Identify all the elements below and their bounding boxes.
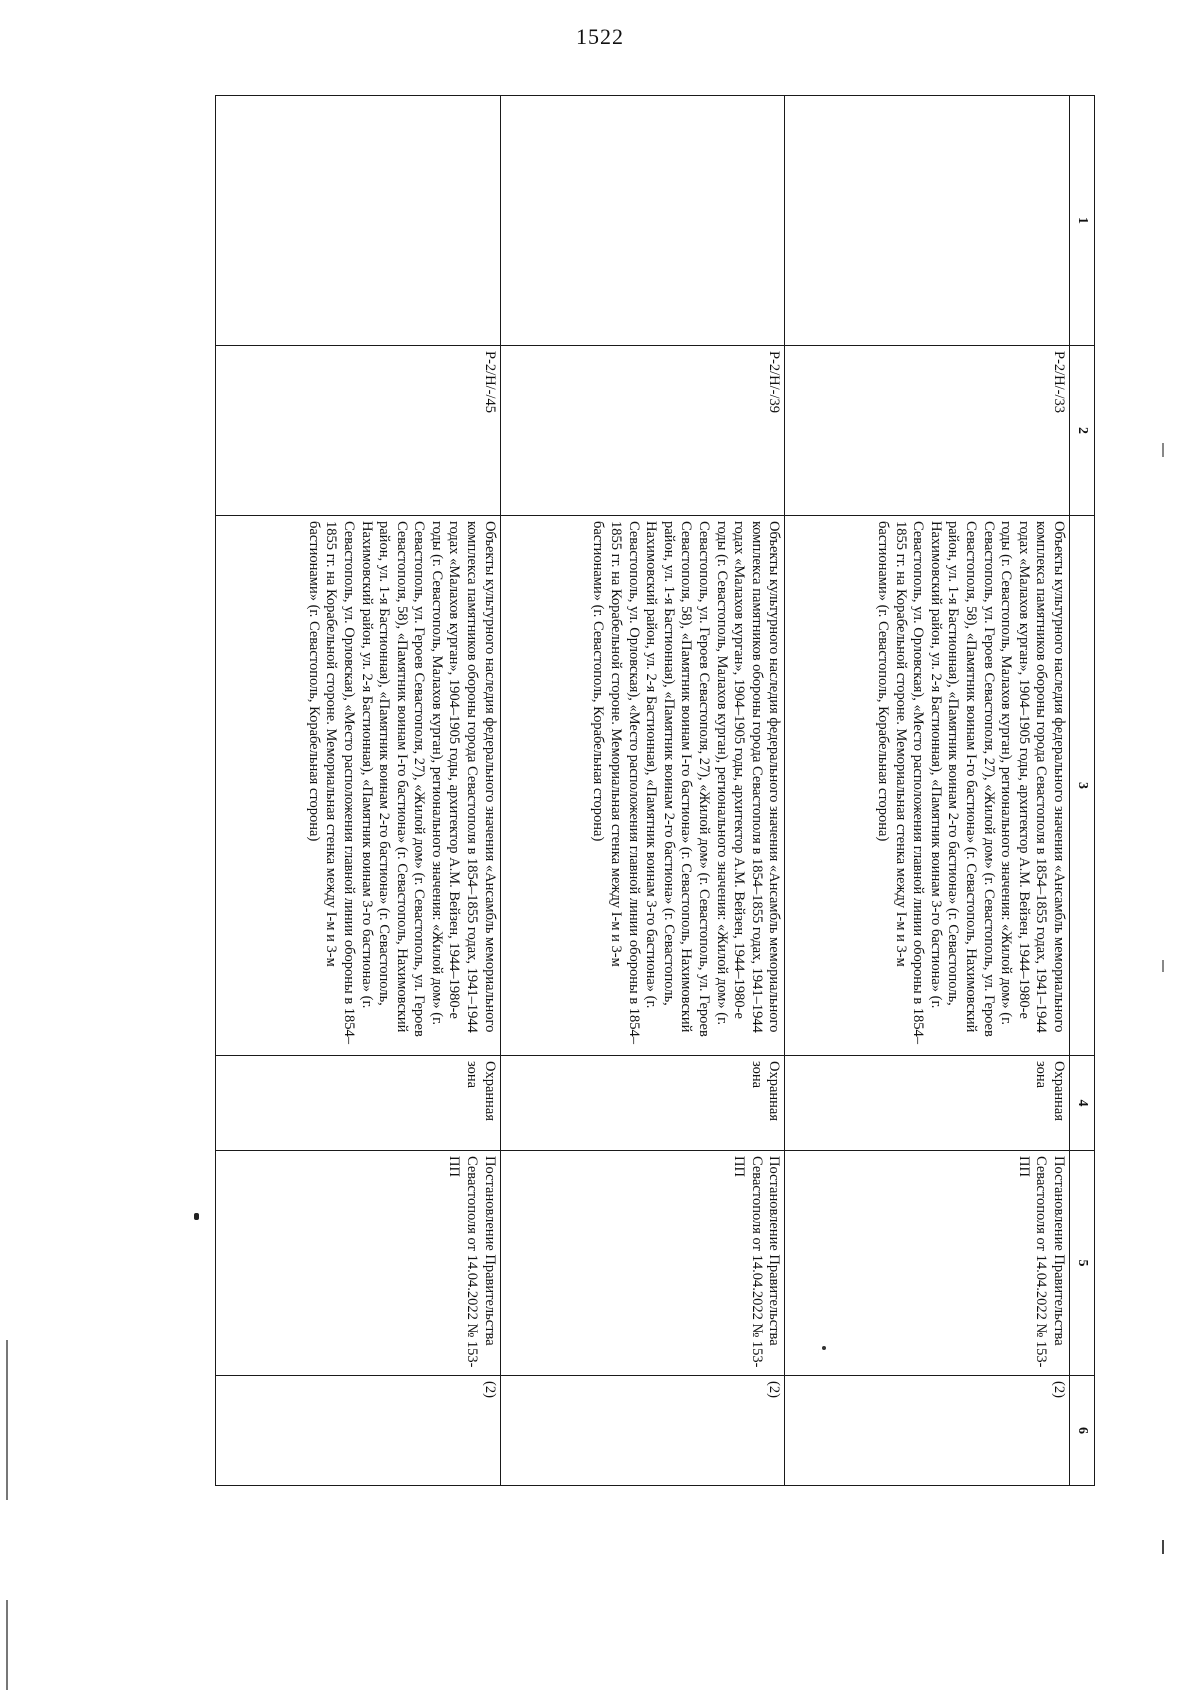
column-header: 2: [1070, 346, 1095, 516]
column-header: 1: [1070, 96, 1095, 346]
cell-document: Постановление Правительства Севастополя от 14.04.2022 № 153-ПП: [785, 1151, 1070, 1376]
cell-description: Объекты культурного наследия федерального значения «Ансамбль мемориального комплекса памятников обороны города Севастополя в 1854–1855 годах, 1941–1944 годах «Малахов курган», 1904–1905 годы, архитектор А.М. Вейзен, 1944–1980-е годы (г. Севастополь, Малахов курган), регионального значения: «Жилой дом» (г. Севастополь, ул. Героев Севастополя, 27), «Жилой дом» (г. Севастополь, ул. Героев Севастополя, 58), «Памятник воинам I-го бастиона» (г. Севастополь, Нахимовский район, ул. 1-я Бастионная), «Памятник воинам 2-го бастиона» (г. Севастополь, Нахимовский район, ул. 2-я Бастионная), «Памятник воинам 3-го бастиона» (г. Севастополь, ул. Орловская), «Место расположения главной линии обороны в 1854–1855 гг. на Корабельной стороне. Мемориальная стенка между I-м и 3-м бастионами» (г. Севастополь, Корабельная сторона): [216, 516, 501, 1056]
scan-artifact-line: [1162, 443, 1164, 457]
cell-code: Р-2/Н/-/45: [216, 346, 501, 516]
cell-zone: Охранная зона: [500, 1056, 785, 1151]
table-header: [1070, 96, 1095, 1486]
table-body: [216, 96, 1070, 1486]
column-header: 3: [1070, 516, 1095, 1056]
scan-artifact-dot: [822, 1346, 826, 1350]
cell-zone: Охранная зона: [216, 1056, 501, 1151]
cell-document: Постановление Правительства Севастополя от 14.04.2022 № 153-ПП: [216, 1151, 501, 1376]
table-row: [216, 96, 501, 1486]
cell-description: Объекты культурного наследия федерального значения «Ансамбль мемориального комплекса памятников обороны города Севастополя в 1854–1855 годах, 1941–1944 годах «Малахов курган», 1904–1905 годы, архитектор А.М. Вейзен, 1944–1980-е годы (г. Севастополь, Малахов курган), регионального значения: «Жилой дом» (г. Севастополь, ул. Героев Севастополя, 27), «Жилой дом» (г. Севастополь, ул. Героев Севастополя, 58), «Памятник воинам I-го бастиона» (г. Севастополь, Нахимовский район, ул. 1-я Бастионная), «Памятник воинам 2-го бастиона» (г. Севастополь, Нахимовский район, ул. 2-я Бастионная), «Памятник воинам 3-го бастиона» (г. Севастополь, ул. Орловская), «Место расположения главной линии обороны в 1854–1855 гг. на Корабельной стороне. Мемориальная стенка между I-м и 3-м бастионами» (г. Севастополь, Корабельная сторона): [500, 516, 785, 1056]
header-row: [1070, 96, 1095, 1486]
cell-note: (2): [216, 1376, 501, 1486]
table-row: [785, 96, 1070, 1486]
column-header: 4: [1070, 1056, 1095, 1151]
cell-number: [500, 96, 785, 346]
cell-note: (2): [785, 1376, 1070, 1486]
cell-code: Р-2/Н/-/39: [500, 346, 785, 516]
column-header: 6: [1070, 1376, 1095, 1486]
cell-number: [785, 96, 1070, 346]
cell-note: (2): [500, 1376, 785, 1486]
cell-description: Объекты культурного наследия федерального значения «Ансамбль мемориального комплекса памятников обороны города Севастополя в 1854–1855 годах, 1941–1944 годах «Малахов курган», 1904–1905 годы, архитектор А.М. Вейзен, 1944–1980-е годы (г. Севастополь, Малахов курган), регионального значения: «Жилой дом» (г. Севастополь, ул. Героев Севастополя, 27), «Жилой дом» (г. Севастополь, ул. Героев Севастополя, 58), «Памятник воинам I-го бастиона» (г. Севастополь, Нахимовский район, ул. 1-я Бастионная), «Памятник воинам 2-го бастиона» (г. Севастополь, Нахимовский район, ул. 2-я Бастионная), «Памятник воинам 3-го бастиона» (г. Севастополь, ул. Орловская), «Место расположения главной линии обороны в 1854–1855 гг. на Корабельной стороне. Мемориальная стенка между I-м и 3-м бастионами» (г. Севастополь, Корабельная сторона): [785, 516, 1070, 1056]
cell-zone: Охранная зона: [785, 1056, 1070, 1151]
cell-document: Постановление Правительства Севастополя от 14.04.2022 № 153-ПП: [500, 1151, 785, 1376]
cell-number: [216, 96, 501, 346]
scan-artifact-dot: [194, 1213, 199, 1220]
scan-artifact-line: [1162, 1540, 1164, 1554]
page-number: 1522: [576, 24, 624, 49]
column-header: 5: [1070, 1151, 1095, 1376]
table-row: [500, 96, 785, 1486]
heritage-objects-table: [215, 95, 1095, 1486]
scan-artifact-line: [6, 1340, 8, 1500]
scan-artifact-line: [1162, 960, 1164, 972]
scan-artifact-line: [6, 1600, 8, 1690]
cell-code: Р-2/Н/-/33: [785, 346, 1070, 516]
rotated-table-frame: [215, 95, 1095, 1485]
